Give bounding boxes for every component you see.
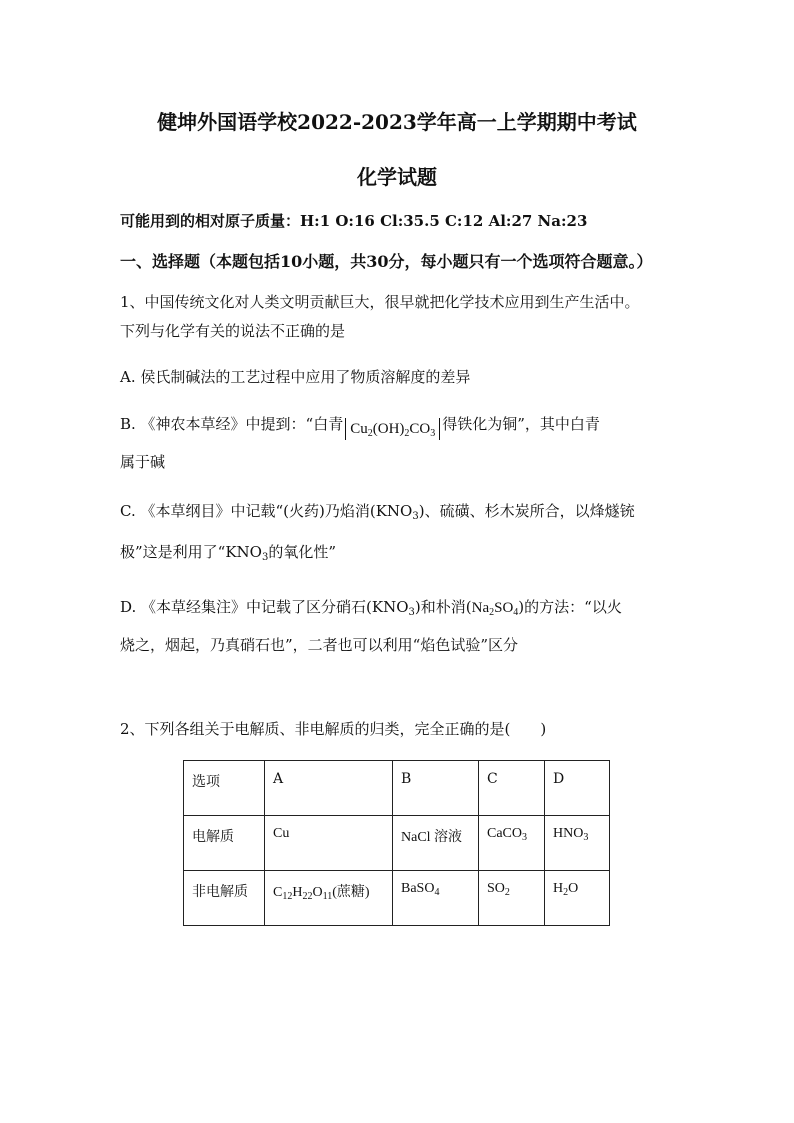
formula-text: HNO: [553, 826, 584, 841]
formula-suffix: (蔗糖): [332, 885, 370, 900]
table-cell: $SO_2$: [479, 871, 545, 926]
q1-option-b: [120, 413, 680, 440]
section-title: 一、选择题（本题包括10小题，共30分，每小题只有一个选项符合题意。）: [120, 252, 653, 271]
table-row-label: 电解质: [184, 816, 265, 871]
q1-option-d-text-pre: D. 《本草经集注》中记载了区分硝石(KNO: [120, 598, 409, 616]
atomic-masses-note: 可能用到的相对原子质量：H:1 O:16 Cl:35.5 C:12 Al:27 Na:23: [120, 212, 588, 230]
table-cell: BaSO$_4$: [393, 871, 479, 926]
table-header-cell: 选项: [184, 761, 265, 816]
q1-option-c-line2-pre: 极”这是利用了“KNO: [120, 543, 262, 561]
table-row-label: 非电解质: [184, 871, 265, 926]
table-header-cell: A: [265, 761, 393, 816]
sodium-sulfate-formula: $Na_2SO_4$: [471, 600, 519, 618]
formula-text: H: [553, 881, 564, 896]
q1-option-b-text-pre: B. 《神农本草经》中提到：“白青: [120, 415, 344, 433]
q2-stem: 2、下列各组关于电解质、非电解质的归类，完全正确的是( ): [120, 720, 547, 738]
table-cell: Cu: [265, 816, 393, 871]
q1-option-a: A. 侯氏制碱法的工艺过程中应用了物质溶解度的差异: [120, 368, 471, 386]
q1-stem-line2: 下列与化学有关的说法不正确的是: [120, 322, 346, 340]
q1-option-b-text-post: 得铁化为铜”，其中白青: [442, 415, 600, 433]
table-row: [184, 761, 610, 816]
q1-option-c-line2: 极”这是利用了“$KNO_3$的氧化性”: [120, 543, 337, 563]
formula-text: BaSO: [401, 881, 435, 896]
q1-option-c: C. 《本草纲目》中记载“(火药)乃焰消$(KNO_3)$、硫磺、杉木炭所合，以烽燧铳: [120, 502, 635, 522]
table-cell: $C_{12}H_{22}O_{11}$(蔗糖): [265, 871, 393, 926]
table-cell: CaCO$_3$: [479, 816, 545, 871]
table-row: [184, 816, 610, 871]
formula-text: CaCO: [487, 826, 522, 841]
table-row: [184, 871, 610, 926]
q1-option-d-text-post: )的方法：“以火: [518, 598, 622, 616]
table-header-cell: D: [545, 761, 610, 816]
q1-option-d: D. 《本草经集注》中记载了区分硝石$(KNO_3)$和朴消$(Na_2SO_4)$的方法：“以火: [120, 598, 622, 618]
q1-option-c-text-post: )、硫磺、杉木炭所合，以烽燧铳: [418, 502, 635, 520]
table-cell: $H_2O$: [545, 871, 610, 926]
table-header-cell: C: [479, 761, 545, 816]
table-cell: NaCl 溶液: [393, 816, 479, 871]
formula-text: O: [568, 881, 579, 896]
q2-choices-table: [183, 760, 610, 926]
q1-option-c-line2-post: 的氧化性”: [268, 543, 337, 561]
formula-text: SO: [487, 881, 505, 896]
basic-copper-carbonate-formula: $Cu_2(OH)_2CO_3$: [345, 418, 440, 440]
table-cell: $HNO_3$: [545, 816, 610, 871]
table-header-cell: B: [393, 761, 479, 816]
q1-stem-line1: 1、中国传统文化对人类文明贡献巨大，很早就把化学技术应用到生产生活中。: [120, 293, 640, 311]
q1-option-d-text-mid: )和朴消(: [414, 598, 472, 616]
q1-option-c-text-pre: C. 《本草纲目》中记载“(火药)乃焰消(KNO: [120, 502, 413, 520]
exam-subtitle: 化学试题: [357, 165, 437, 189]
q1-option-d-line2: 烧之，烟起，乃真硝石也”，二者也可以利用“焰色试验”区分: [120, 636, 519, 654]
q1-option-b-line2: 属于碱: [120, 453, 166, 471]
exam-title: 健坤外国语学校2022-2023学年高一上学期期中考试: [157, 110, 637, 134]
